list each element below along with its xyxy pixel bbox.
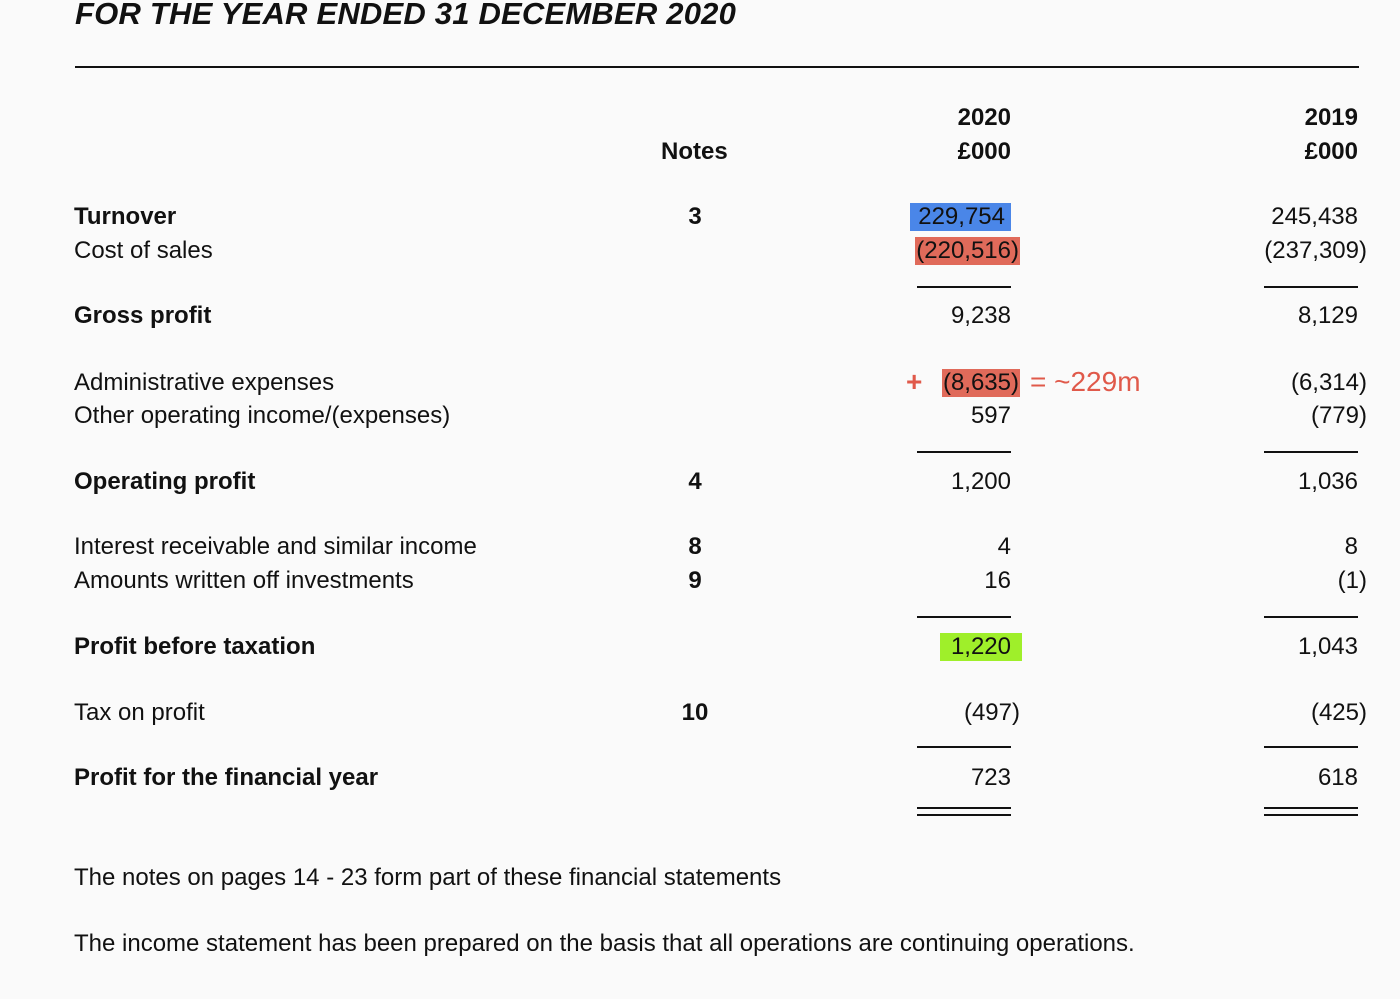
- value-2020: 9,238: [950, 302, 1011, 329]
- table-row: [0, 402, 1400, 436]
- subtotal-rule: [1264, 286, 1358, 288]
- subtotal-rule: [1264, 746, 1358, 748]
- value-2019: (779): [1310, 402, 1367, 429]
- value-2019: 8,129: [1297, 302, 1358, 329]
- table-row: [0, 203, 1400, 237]
- row-label: Gross profit: [74, 302, 212, 329]
- subtotal-rule: [1264, 616, 1358, 618]
- value-2020: 597: [970, 402, 1011, 429]
- table-row: [0, 533, 1400, 567]
- title-underline: [75, 66, 1359, 68]
- value-2019: (237,309): [1264, 237, 1367, 264]
- value-2020: (220,516): [916, 237, 1019, 264]
- value-2019: (425): [1310, 699, 1367, 726]
- subtotal-rule: [917, 286, 1011, 288]
- value-2019: 8: [1344, 533, 1358, 560]
- row-label: Operating profit: [74, 468, 256, 495]
- total-double-rule: [917, 807, 1011, 816]
- table-row: [0, 237, 1400, 271]
- row-note: 4: [688, 468, 702, 495]
- footnote-operations: The income statement has been prepared on the basis that all operations are continuing operations.: [74, 930, 1135, 957]
- value-2020: 723: [970, 764, 1011, 791]
- row-note: 9: [688, 567, 702, 594]
- total-double-rule: [1264, 807, 1358, 816]
- unit-2020-header: £000: [957, 138, 1011, 165]
- annotation-plus: +: [906, 366, 923, 397]
- table-row: [0, 567, 1400, 601]
- table-row: [0, 468, 1400, 502]
- row-note: 3: [688, 203, 702, 230]
- row-label: Interest receivable and similar income: [74, 533, 477, 560]
- value-2019: (6,314): [1290, 369, 1367, 396]
- subtotal-rule: [917, 451, 1011, 453]
- value-2019: 1,043: [1297, 633, 1358, 660]
- year-2019-header: 2019: [1304, 104, 1358, 131]
- row-label: Profit for the financial year: [74, 764, 379, 791]
- value-2020: 16: [984, 567, 1011, 594]
- table-row: [0, 764, 1400, 798]
- year-2020-header: 2020: [957, 104, 1011, 131]
- row-label: Administrative expenses: [74, 369, 335, 396]
- table-row: [0, 699, 1400, 733]
- value-2020: 1,220: [940, 633, 1022, 661]
- value-2019: 618: [1317, 764, 1358, 791]
- value-2020: 1,200: [950, 468, 1011, 495]
- unit-2019-header: £000: [1304, 138, 1358, 165]
- table-row: [0, 302, 1400, 336]
- row-label: Turnover: [74, 203, 177, 230]
- subtotal-rule: [917, 616, 1011, 618]
- subtotal-rule: [917, 746, 1011, 748]
- value-2020: (8,635): [942, 369, 1019, 396]
- footnote-notes: The notes on pages 14 - 23 form part of these financial statements: [74, 864, 782, 891]
- table-row: [0, 633, 1400, 667]
- table-row: [0, 369, 1400, 403]
- row-label: Cost of sales: [74, 237, 213, 264]
- row-note: 10: [681, 699, 709, 726]
- row-label: Other operating income/(expenses): [74, 402, 451, 429]
- row-note: 8: [688, 533, 702, 560]
- value-2020: 4: [997, 533, 1011, 560]
- row-label: Profit before taxation: [74, 633, 316, 660]
- value-2019: (1): [1337, 567, 1367, 594]
- row-label: Amounts written off investments: [74, 567, 414, 594]
- statement-title: FOR THE YEAR ENDED 31 DECEMBER 2020: [75, 0, 737, 31]
- value-2020: (497): [963, 699, 1020, 726]
- row-label: Tax on profit: [74, 699, 205, 726]
- value-2019: 245,438: [1271, 203, 1358, 230]
- value-2019: 1,036: [1297, 468, 1358, 495]
- notes-header: Notes: [661, 138, 728, 165]
- value-2020: 229,754: [910, 203, 1011, 231]
- annotation-sum: = ~229m: [1030, 366, 1141, 397]
- subtotal-rule: [1264, 451, 1358, 453]
